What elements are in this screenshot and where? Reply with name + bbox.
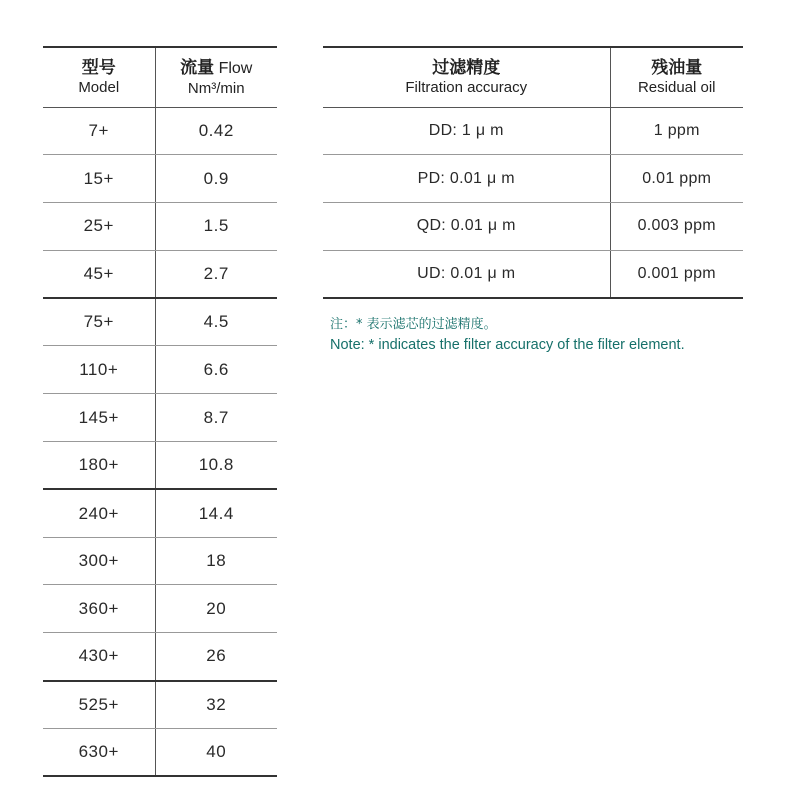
model-cell: 7+ [43, 107, 155, 155]
flow-cell: 10.8 [155, 442, 277, 490]
table-row [43, 537, 277, 585]
table-row [43, 585, 277, 633]
flow-column-header [155, 47, 277, 107]
model-cell: 145+ [43, 394, 155, 442]
table-row [43, 346, 277, 394]
model-cell: 360+ [43, 585, 155, 633]
accuracy-cell: PD: 0.01 μ m [323, 155, 610, 203]
flow-cell: 26 [155, 633, 277, 681]
flow-cell: 1.5 [155, 203, 277, 251]
model-cell: 110+ [43, 346, 155, 394]
flow-cell: 0.9 [155, 155, 277, 203]
accuracy-table-header-row [323, 47, 743, 107]
model-column-header [43, 47, 155, 107]
flow-table-header-row [43, 47, 277, 107]
residual-oil-cell: 0.003 ppm [610, 203, 743, 251]
table-row [323, 250, 743, 298]
residual-oil-column-header [610, 47, 743, 107]
table-row [43, 489, 277, 537]
model-cell: 430+ [43, 633, 155, 681]
note-english: Note: * indicates the filter accuracy of the filter element. [330, 337, 685, 353]
accuracy-oil-table [323, 46, 743, 299]
table-row [43, 155, 277, 203]
model-cell: 630+ [43, 728, 155, 776]
flow-cell: 4.5 [155, 298, 277, 346]
model-cell: 180+ [43, 442, 155, 490]
flow-cell: 8.7 [155, 394, 277, 442]
model-header-en: Model [78, 79, 120, 97]
table-row [43, 442, 277, 490]
model-cell: 240+ [43, 489, 155, 537]
table-row [43, 250, 277, 298]
accuracy-table-body [323, 107, 743, 298]
table-row [43, 107, 277, 155]
oil-header-en: Residual oil [637, 79, 716, 97]
flow-header-en: Flow [218, 59, 253, 77]
table-row [323, 203, 743, 251]
accuracy-column-header [323, 47, 610, 107]
flow-unit: Nm³/min [187, 79, 245, 97]
table-row [43, 633, 277, 681]
flow-cell: 18 [155, 537, 277, 585]
model-cell: 45+ [43, 250, 155, 298]
flow-table-body [43, 107, 277, 776]
flow-cell: 40 [206, 742, 227, 761]
model-cell: 525+ [43, 681, 155, 729]
flow-cell: 14.4 [155, 489, 277, 537]
table-row [43, 203, 277, 251]
oil-header-zh: 残油量 [651, 58, 703, 79]
note-chinese: 注：* 表示滤芯的过滤精度。 [330, 317, 497, 332]
model-cell: 300+ [43, 537, 155, 585]
flow-cell: 32 [155, 681, 277, 729]
accuracy-cell: UD: 0.01 μ m [323, 250, 610, 298]
accuracy-cell: DD: 1 μ m [323, 107, 610, 155]
model-flow-table [43, 46, 277, 777]
accuracy-cell: QD: 0.01 μ m [323, 203, 610, 251]
residual-oil-cell: 0.001 ppm [637, 265, 716, 283]
table-row [43, 681, 277, 729]
model-cell: 25+ [43, 203, 155, 251]
table-row [43, 728, 277, 776]
model-cell: 15+ [43, 155, 155, 203]
flow-cell: 20 [155, 585, 277, 633]
table-row [43, 298, 277, 346]
accuracy-header-en: Filtration accuracy [405, 79, 528, 97]
table-row [43, 394, 277, 442]
flow-cell: 2.7 [155, 250, 277, 298]
residual-oil-cell: 0.01 ppm [610, 155, 743, 203]
residual-oil-cell: 1 ppm [610, 107, 743, 155]
flow-cell: 6.6 [155, 346, 277, 394]
flow-header-zh: 流量 [180, 57, 215, 78]
table-row [323, 107, 743, 155]
table-row [323, 155, 743, 203]
model-cell: 75+ [43, 298, 155, 346]
flow-cell: 0.42 [155, 107, 277, 155]
model-header-zh: 型号 [81, 58, 116, 79]
accuracy-header-zh: 过滤精度 [432, 58, 501, 79]
